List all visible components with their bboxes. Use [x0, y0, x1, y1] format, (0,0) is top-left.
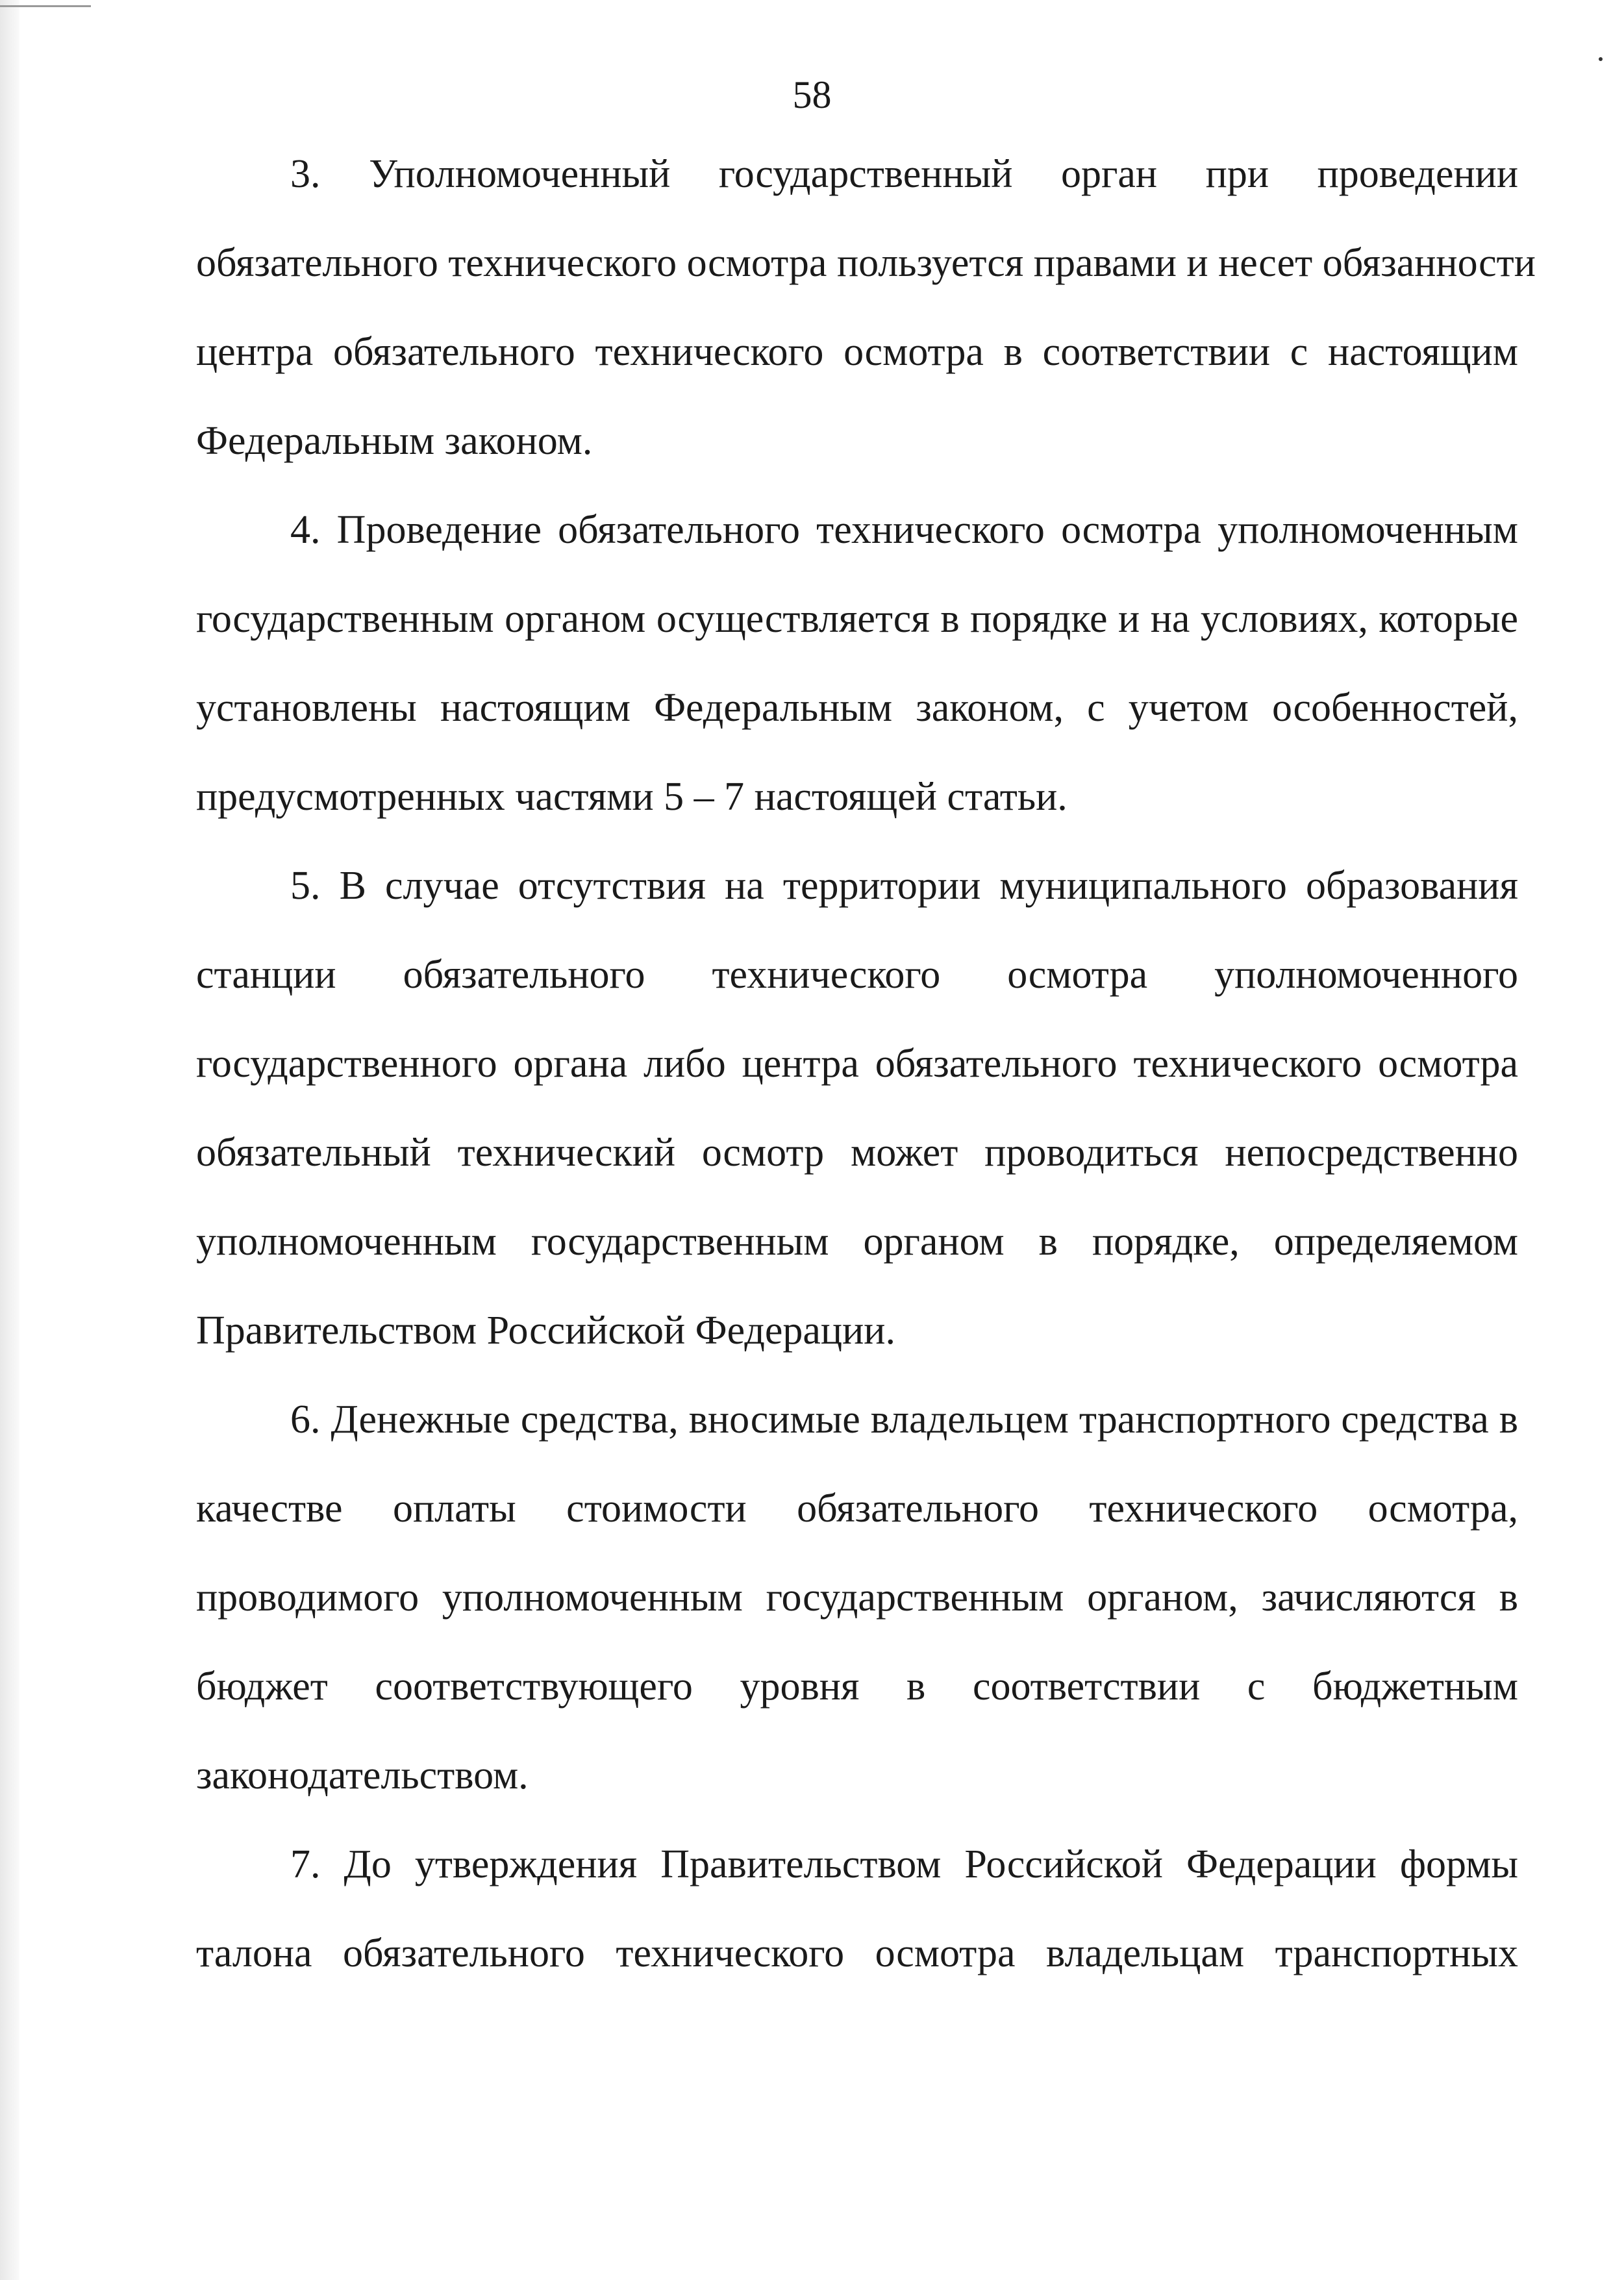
text-line: обязательного технического осмотра пользуется правами и несет обязанности — [196, 241, 1536, 285]
text-line: проводимого уполномоченным государственным органом, зачисляются в — [196, 1575, 1518, 1620]
text-line: обязательный технический осмотр может проводиться непосредственно — [196, 1131, 1518, 1175]
page-number: 58 — [792, 73, 832, 116]
text-line: бюджет соответствующего уровня в соответствии с бюджетным — [196, 1664, 1518, 1709]
text-line: 5. В случае отсутствия на территории муниципального образования — [290, 864, 1518, 908]
paragraph — [196, 1375, 1518, 1820]
paragraph — [196, 1820, 1518, 1998]
text-line: государственным органом осуществляется в порядке и на условиях, которые — [196, 597, 1518, 641]
text-line: качестве оплаты стоимости обязательного технического осмотра, — [196, 1486, 1518, 1531]
text-line: установлены настоящим Федеральным законом, с учетом особенностей, — [196, 686, 1518, 730]
scan-top-line — [0, 5, 91, 7]
scan-edge — [0, 0, 19, 2280]
text-line: талона обязательного технического осмотра владельцам транспортных — [196, 1931, 1518, 1975]
document-body — [196, 130, 1536, 1998]
paragraph — [196, 842, 1518, 1375]
text-line: центра обязательного технического осмотра в соответствии с настоящим — [196, 330, 1518, 374]
text-line: уполномоченным государственным органом в порядке, определяемом — [196, 1220, 1518, 1264]
text-line: законодательством. — [196, 1753, 529, 1798]
paragraph — [196, 486, 1518, 842]
paragraph — [196, 130, 1536, 486]
text-line: Правительством Российской Федерации. — [196, 1309, 895, 1353]
text-line: Федеральным законом. — [196, 419, 593, 463]
text-line: 7. До утверждения Правительством Российской Федерации формы — [290, 1842, 1518, 1886]
text-line: государственного органа либо центра обязательного технического осмотра — [196, 1042, 1518, 1086]
text-line: станции обязательного технического осмотра уполномоченного — [196, 953, 1518, 997]
text-line: 3. Уполномоченный государственный орган при проведении — [290, 152, 1518, 196]
text-line: 4. Проведение обязательного технического осмотра уполномоченным — [290, 508, 1518, 552]
scan-speck — [1599, 57, 1603, 61]
text-line: 6. Денежные средства, вносимые владельцем транспортного средства в — [290, 1397, 1518, 1442]
text-line: предусмотренных частями 5 – 7 настоящей статьи. — [196, 775, 1068, 819]
